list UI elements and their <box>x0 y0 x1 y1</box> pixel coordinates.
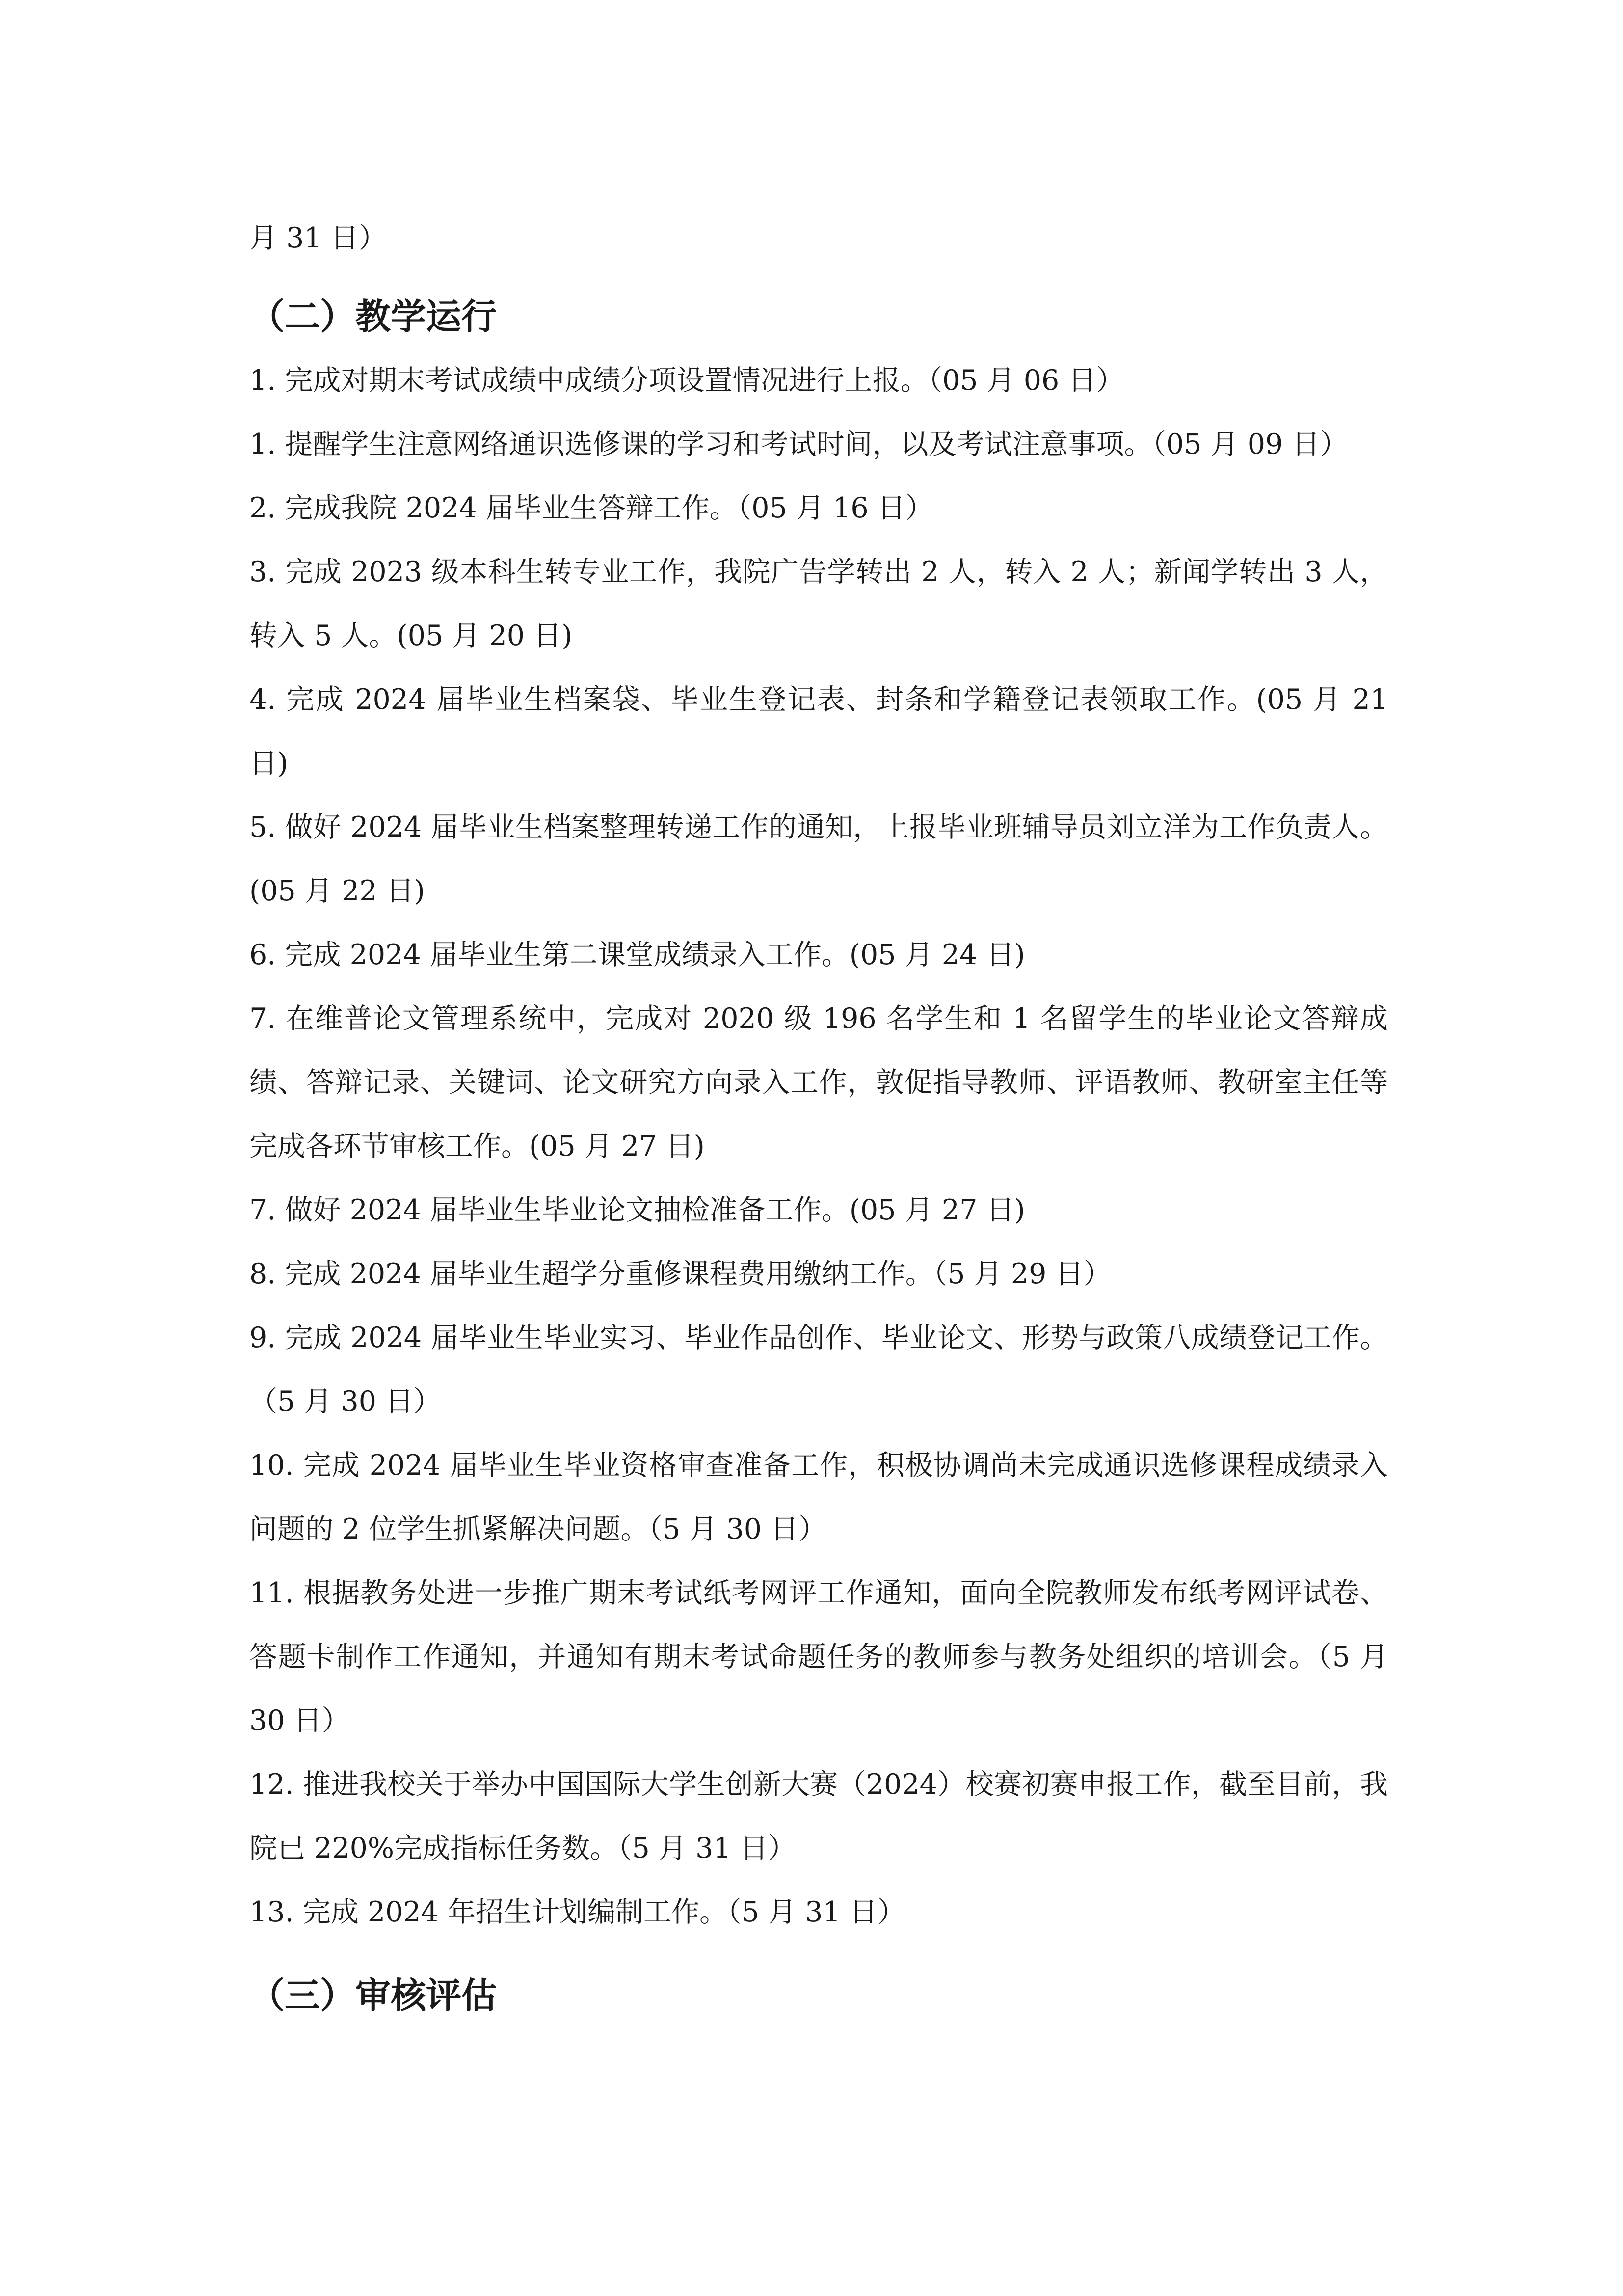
list-item: 7. 做好 2024 届毕业生毕业论文抽检准备工作。(05 月 27 日) <box>249 1194 1025 1226</box>
list-item: 4. 完成 2024 届毕业生档案袋、毕业生登记表、封条和学籍登记表领取工作。(05 月 21 日) <box>249 683 1388 780</box>
list-item: 11. 根据教务处进一步推广期末考试纸考网评工作通知，面向全院教师发布纸考网评试卷、答题卡制作工作通知，并通知有期末考试命题任务的教师参与教务处组织的培训会。（5 月 30 日） <box>249 1577 1388 1737</box>
list-item: 9. 完成 2024 届毕业生毕业实习、毕业作品创作、毕业论文、形势与政策八成绩登记工作。（5 月 30 日） <box>249 1322 1388 1418</box>
list-item: 6. 完成 2024 届毕业生第二课堂成绩录入工作。(05 月 24 日) <box>249 939 1025 971</box>
list-item: 13. 完成 2024 年招生计划编制工作。（5 月 31 日） <box>249 1896 905 1928</box>
continuation-text: 月 31 日） <box>249 222 387 254</box>
section-heading-audit-evaluation: （三）审核评估 <box>249 1974 497 2016</box>
list-item: 8. 完成 2024 届毕业生超学分重修课程费用缴纳工作。（5 月 29 日） <box>249 1258 1112 1290</box>
list-item: 12. 推进我校关于举办中国国际大学生创新大赛（2024）校赛初赛申报工作，截至目前，我院已 220%完成指标任务数。（5 月 31 日） <box>249 1768 1388 1864</box>
list-item: 10. 完成 2024 届毕业生毕业资格审查准备工作，积极协调尚未完成通识选修课程成绩录入问题的 2 位学生抓紧解决问题。（5 月 30 日） <box>249 1449 1388 1545</box>
list-item: 1. 提醒学生注意网络通识选修课的学习和考试时间，以及考试注意事项。（05 月 09 日） <box>249 428 1348 460</box>
page-content <box>249 206 1388 2027</box>
list-item: 1. 完成对期末考试成绩中成绩分项设置情况进行上报。（05 月 06 日） <box>249 364 1124 397</box>
section-heading-teaching-operation: （二）教学运行 <box>249 296 497 337</box>
list-item: 5. 做好 2024 届毕业生档案整理转递工作的通知，上报毕业班辅导员刘立洋为工作负责人。(05 月 22 日) <box>249 811 1388 907</box>
list-item: 3. 完成 2023 级本科生转专业工作，我院广告学转出 2 人，转入 2 人；新闻学转出 3 人，转入 5 人。(05 月 20 日) <box>249 556 1388 652</box>
list-item: 7. 在维普论文管理系统中，完成对 2020 级 196 名学生和 1 名留学生的毕业论文答辩成绩、答辩记录、关键词、论文研究方向录入工作，敦促指导教师、评语教师、教研室主任等完成各环节审核工作。(05 月 27 日) <box>249 1002 1388 1162</box>
list-item: 2. 完成我院 2024 届毕业生答辩工作。（05 月 16 日） <box>249 492 933 524</box>
teaching-operation-list <box>249 349 1388 1944</box>
